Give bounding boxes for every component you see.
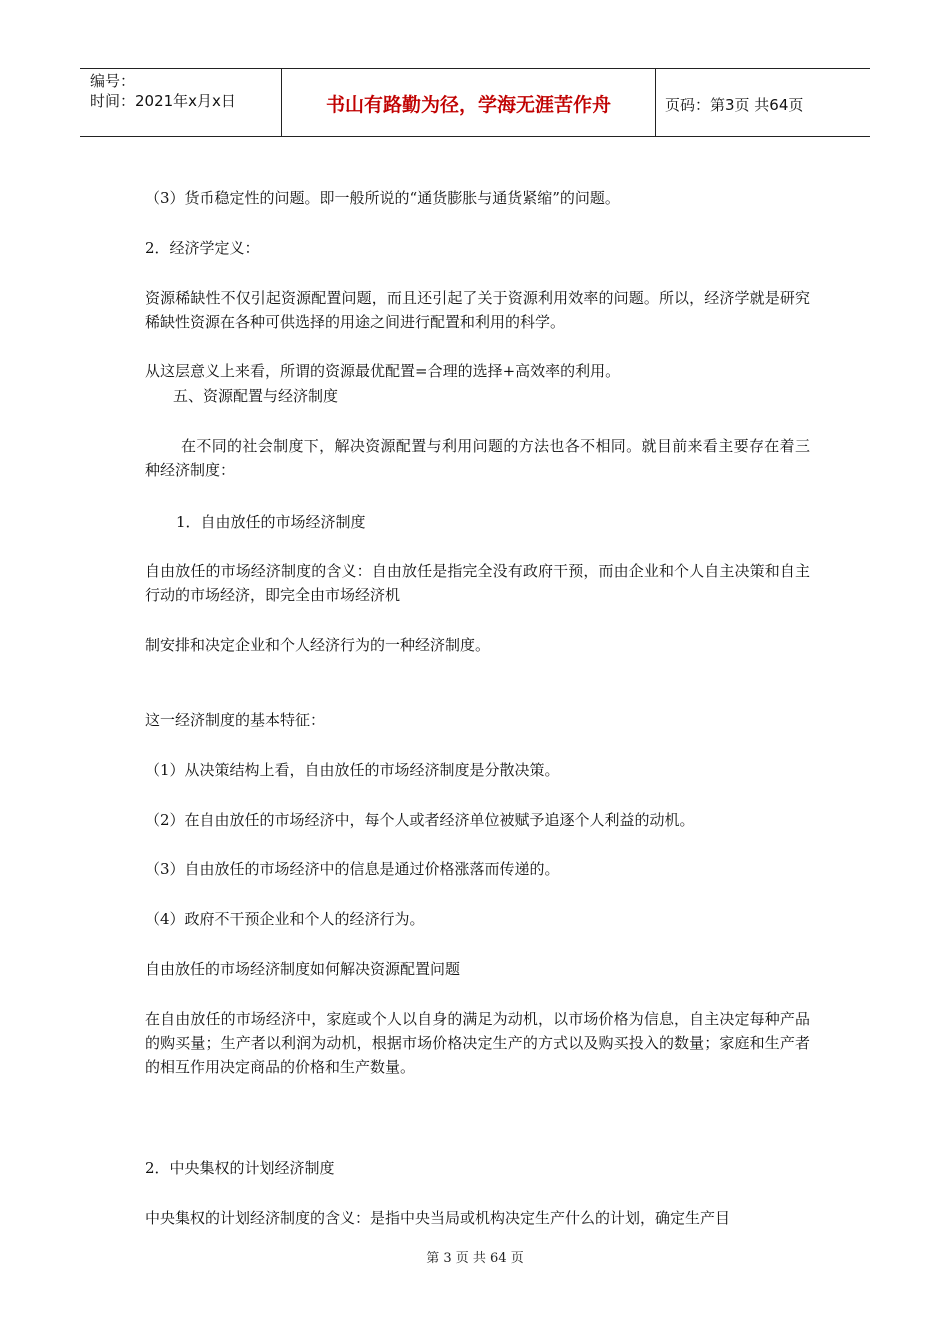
- paragraph-15: 自由放任的市场经济制度如何解决资源配置问题: [145, 960, 461, 978]
- paragraph-1: （3）货币稳定性的问题。即一般所说的“通货膨胀与通货紧缩”的问题。: [145, 189, 620, 207]
- paragraph-3: 资源稀缺性不仅引起资源配置问题，而且还引起了关于资源利用效率的问题。所以，经济学就是研究稀缺性资源在各种可供选择的用途之间进行配置和利用的科学。: [145, 289, 810, 331]
- paragraph-8: 自由放任的市场经济制度的含义：自由放任是指完全没有政府干预，而由企业和个人自主决策和自主行动的市场经济，即完全由市场经济机: [145, 562, 810, 604]
- footer-page-number: 第 3 页 共 64 页: [426, 1251, 524, 1266]
- header-top-rule: [80, 68, 870, 69]
- header-divider-2: [655, 68, 656, 136]
- list-item-2: （2）在自由放任的市场经济中，每个人或者经济单位被赋予追逐个人利益的动机。: [145, 811, 695, 829]
- motto-banner: 书山有路勤为径，学海无涯苦作舟: [325, 94, 611, 116]
- list-item-1: （1）从决策结构上看，自由放任的市场经济制度是分散决策。: [145, 761, 560, 779]
- page-indicator: 页码：第3页 共64页: [665, 96, 804, 114]
- time-label: 时间：2021年x月x日: [90, 92, 236, 110]
- list-item-4: （4）政府不干预企业和个人的经济行为。: [145, 910, 425, 928]
- list-item-3: （3）自由放任的市场经济中的信息是通过价格涨落而传递的。: [145, 860, 560, 878]
- paragraph-2: 2．经济学定义：: [145, 239, 260, 257]
- subheading-2: 2．中央集权的计划经济制度: [145, 1159, 335, 1177]
- paragraph-16: 在自由放任的市场经济中，家庭或个人以自身的满足为动机，以市场价格为信息，自主决定每种产品的购买量；生产者以利润为动机，根据市场价格决定生产的方式以及购买投入的数量；家庭和生产者的相互作用决定商品的价格和生产数量。: [145, 1010, 810, 1076]
- section-heading-5: 五、资源配置与经济制度: [173, 387, 339, 405]
- serial-label: 编号：: [90, 72, 136, 90]
- paragraph-10: 这一经济制度的基本特征：: [145, 711, 326, 729]
- paragraph-9: 制安排和决定企业和个人经济行为的一种经济制度。: [145, 636, 491, 654]
- paragraph-18: 中央集权的计划经济制度的含义：是指中央当局或机构决定生产什么的计划，确定生产目: [145, 1209, 731, 1227]
- subheading-1: 1．自由放任的市场经济制度: [176, 513, 366, 531]
- header-bottom-rule: [80, 136, 870, 137]
- paragraph-4: 从这层意义上来看，所谓的资源最优配置=合理的选择+高效率的利用。: [145, 362, 621, 380]
- paragraph-6: 在不同的社会制度下，解决资源配置与利用问题的方法也各不相同。就目前来看主要存在着三种经济制度：: [145, 437, 810, 479]
